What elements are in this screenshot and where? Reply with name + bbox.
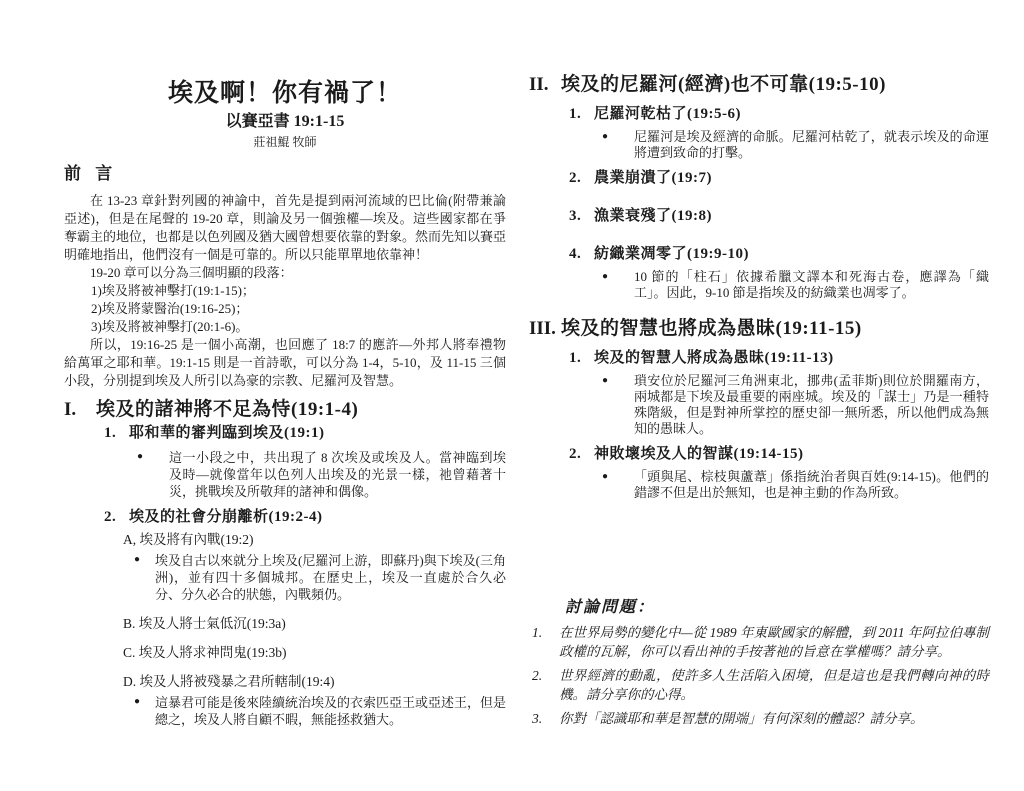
section-3-sub-1 — [569, 349, 989, 368]
sub-title: 埃及的智慧人將成為愚昧(19:11-13) — [594, 350, 834, 366]
bullet-icon: ● — [602, 271, 609, 282]
section-numeral: II. — [529, 74, 549, 95]
section-2-sub-4 — [569, 245, 989, 264]
sub-title: 埃及的社會分崩離析(19:2-4) — [129, 509, 323, 525]
section-1 — [64, 398, 506, 728]
bullet-note — [602, 269, 989, 301]
bullet-note — [134, 552, 506, 603]
question-number: 3. — [532, 711, 543, 726]
section-2-sub-1 — [569, 105, 989, 124]
section-title: 埃及的尼羅河(經濟)也不可靠(19:5-10) — [561, 74, 886, 95]
letter-title: 埃及人將被殘暴之君所轄制(19:4) — [139, 674, 335, 689]
letter-title: 埃及人將求神問鬼(19:3b) — [138, 645, 287, 660]
sub-title: 紡織業凋零了(19:9-10) — [594, 246, 749, 262]
bullet-icon: ● — [602, 131, 609, 142]
bullet-note — [602, 373, 989, 437]
sub-numeral: 1. — [104, 425, 117, 441]
division-item: 1)埃及將被神擊打(19:1-15)； — [91, 283, 255, 298]
left-column — [64, 80, 506, 728]
division-item: 2)埃及將蒙醫治(19:16-25)； — [91, 301, 249, 316]
sub-numeral: 2. — [569, 170, 582, 186]
sub-numeral: 2. — [569, 446, 582, 462]
bullet-text: 這一小段之中，共出現了 8 次埃及或埃及人。當神臨到埃及時—就像當年以色列人出埃及的光景一樣，祂曾藉著十災，挑戰埃及所敬拜的諸神和偶像。 — [169, 450, 506, 499]
discussion-question-1 — [529, 623, 989, 661]
discussion-question-2 — [529, 666, 989, 704]
sub-title: 漁業衰殘了(19:8) — [594, 208, 712, 224]
discussion-question-3 — [529, 709, 989, 728]
division-item: 3)埃及將被神擊打(20:1-6)。 — [91, 319, 249, 334]
sub-numeral: 1. — [569, 106, 582, 122]
preface-paragraph-3: 所以，19:16-25 是一個小高潮，也回應了 18:7 的應許—外邦人將奉禮物給萬軍之耶和華。19:1-15 則是一首詩歌，可以分為 1-4，5-10，及 11-15 三個小段，分別提到埃及人所引以為豪的宗教、尼羅河及智慧。 — [64, 337, 506, 388]
section-3-sub-2 — [569, 445, 989, 464]
letter-label: B. — [123, 616, 136, 631]
bullet-text: 這暴君可能是後來陸續統治埃及的衣索匹亞王或亞述王，但是總之，埃及人將自顧不暇，無能拯救猶大。 — [155, 695, 507, 727]
bullet-icon: ● — [134, 554, 141, 565]
bullet-icon: ● — [134, 696, 141, 707]
section-numeral: I. — [64, 399, 77, 420]
letter-item-b — [123, 615, 506, 632]
sub-numeral: 1. — [569, 350, 582, 366]
bullet-note — [602, 469, 989, 501]
bullet-note — [137, 449, 506, 500]
bullet-icon: ● — [602, 375, 609, 386]
section-2 — [529, 73, 989, 301]
section-2-sub-3 — [569, 207, 989, 226]
section-3 — [529, 317, 989, 501]
bullet-text: 「頭與尾、棕枝與蘆葦」係指統治者與百姓(9:14-15)。他們的錯謬不但是出於無知，也是神主動的作為所致。 — [634, 469, 989, 500]
sub-title: 農業崩潰了(19:7) — [594, 170, 712, 186]
section-2-heading — [529, 73, 989, 97]
section-title: 埃及的智慧也將成為愚昧(19:11-15) — [561, 318, 862, 339]
section-1-sub-2 — [104, 508, 506, 527]
bullet-note — [134, 694, 506, 728]
right-column — [529, 63, 989, 728]
preface-heading: 前 言 — [64, 164, 118, 183]
sub-numeral: 4. — [569, 246, 582, 262]
sub-title: 耶和華的審判臨到埃及(19:1) — [129, 425, 325, 441]
scripture-reference: 以賽亞書 19:1-15 — [225, 113, 345, 130]
preface-paragraph-1: 在 13-23 章針對列國的神諭中，首先是提到兩河流域的巴比倫(附帶兼論亞述)，但是在尾聲的 19-20 章，則論及另一個強權—埃及。這些國家都在爭奪霸主的地位，也都是以色列國及猶大國曾想要依靠的對象。然而先知以賽亞明確地指出，他們沒有一個是可靠的。所以只能單單地依靠神！ — [64, 193, 507, 262]
sub-numeral: 2. — [104, 509, 117, 525]
sub-title: 尼羅河乾枯了(19:5-6) — [594, 106, 741, 122]
section-2-sub-2 — [569, 169, 989, 188]
sub-title: 神敗壞埃及人的智謀(19:14-15) — [594, 446, 804, 462]
bullet-text: 10 節的「柱石」依據希臘文譯本和死海古卷，應譯為「織工」。因此，9-10 節是指埃及的紡織業也凋零了。 — [634, 269, 989, 300]
letter-label: A, — [123, 532, 137, 547]
letter-item-a — [123, 531, 506, 548]
discussion-heading: 討論問題： — [565, 599, 656, 616]
section-1-heading — [64, 398, 506, 422]
preface-paragraph-2-lead: 19-20 章可以分為三個明顯的段落： — [90, 265, 293, 280]
bullet-icon: ● — [602, 471, 609, 482]
author-name: 莊祖鯤 牧師 — [253, 135, 317, 149]
letter-title: 埃及將有內戰(19:2) — [139, 532, 254, 547]
question-number: 1. — [532, 625, 543, 640]
letter-title: 埃及人將士氣低沉(19:3a) — [138, 616, 286, 631]
bullet-note — [602, 129, 989, 161]
bullet-text: 埃及自古以來就分上埃及(尼羅河上游，即蘇丹)與下埃及(三角洲)，並有四十多個城邦。在歷史上，埃及一直處於合久必分、分久必合的狀態，內戰頻仍。 — [155, 553, 506, 602]
bullet-text: 瑣安位於尼羅河三角洲東北，挪弗(孟菲斯)則位於開羅南方，兩城都是下埃及最重要的兩座城。埃及的「謀士」乃是一種特殊階級，但是對神所掌控的歷史卻一無所悉，所以他們成為無知的愚昧人。 — [634, 373, 989, 436]
question-text: 世界經濟的動亂，使許多人生活陷入困境，但是這也是我們轉向神的時機。請分享你的心得。 — [559, 668, 989, 702]
document-title: 埃及啊！你有禍了！ — [167, 80, 402, 107]
bullet-icon: ● — [137, 451, 144, 462]
section-numeral: III. — [529, 318, 556, 339]
bullet-text: 尼羅河是埃及經濟的命脈。尼羅河枯乾了，就表示埃及的命運將遭到致命的打擊。 — [634, 129, 989, 160]
question-number: 2. — [532, 668, 543, 683]
sub-numeral: 3. — [569, 208, 582, 224]
question-text: 在世界局勢的變化中—從 1989 年東歐國家的解體，到 2011 年阿拉伯專制政權的瓦解，你可以看出神的手按著祂的旨意在掌權嗎？請分享。 — [559, 625, 989, 659]
section-title: 埃及的諸神將不足為恃(19:1-4) — [96, 399, 359, 420]
letter-item-c — [123, 644, 506, 661]
passage-division-list — [64, 282, 506, 336]
letter-label: C. — [123, 645, 136, 660]
question-text: 你對「認識耶和華是智慧的開端」有何深刻的體認？請分享。 — [559, 711, 924, 726]
letter-label: D. — [123, 674, 137, 689]
section-3-heading — [529, 317, 989, 341]
section-1-sub-1 — [104, 424, 506, 443]
discussion-section — [529, 598, 989, 728]
letter-item-d — [123, 673, 506, 690]
